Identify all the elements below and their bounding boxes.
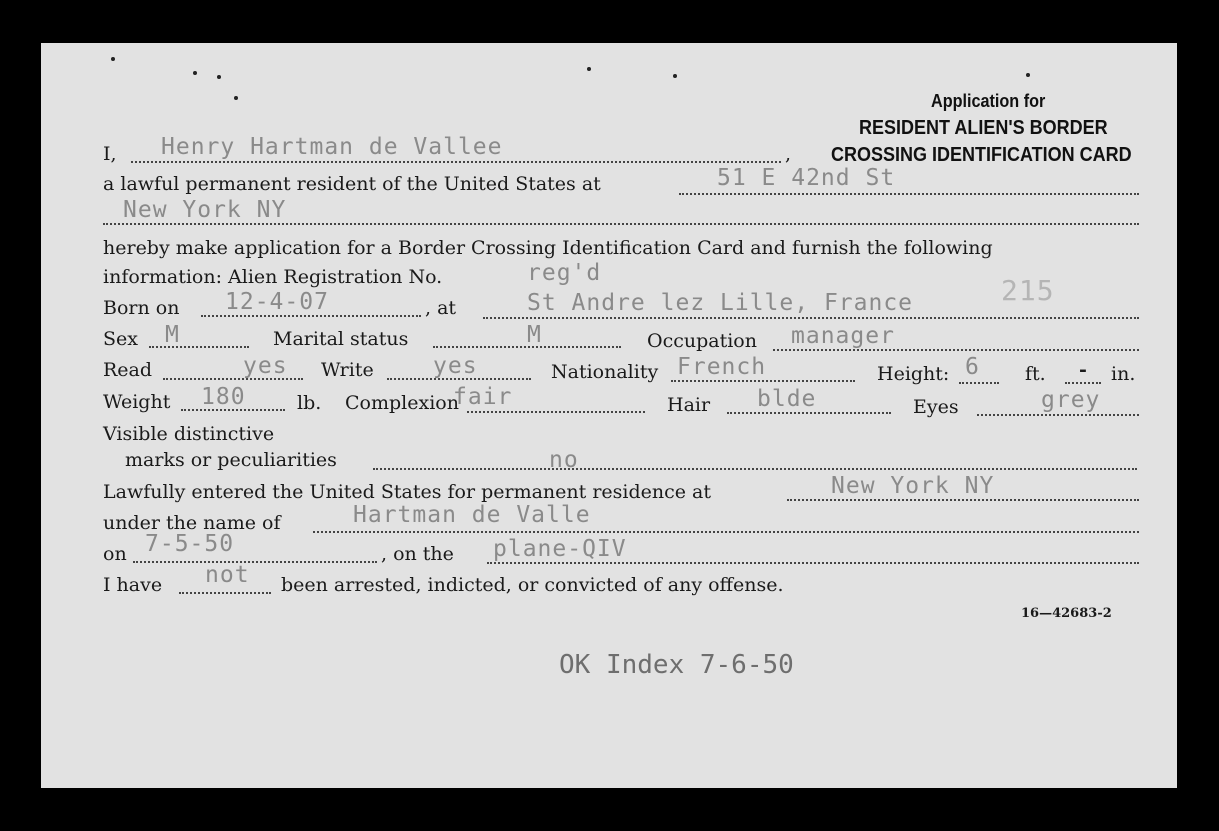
height-ft-label: ft.	[1025, 363, 1046, 385]
visible-marks-label: Visible distinctive	[103, 423, 275, 445]
weight-unit-label: lb.	[297, 392, 322, 414]
application-card	[41, 43, 1177, 788]
complexion-line	[467, 411, 645, 413]
address-value-1: 51 E 42nd St	[717, 165, 896, 191]
height-in-label: in.	[1111, 363, 1136, 385]
marks-peculiarities-label: marks or peculiarities	[125, 449, 337, 471]
write-value: yes	[433, 353, 478, 379]
ink-speck	[111, 57, 115, 61]
entry-port-label: Lawfully entered the United States for permanent residence at	[103, 481, 712, 503]
read-label: Read	[103, 359, 153, 381]
index-annotation: OK Index 7-6-50	[559, 650, 794, 680]
entry-name-line	[313, 531, 1139, 533]
height-label: Height:	[877, 363, 950, 385]
ink-speck	[193, 71, 197, 75]
occupation-label: Occupation	[647, 330, 757, 352]
lawful-resident-label: a lawful permanent resident of the United States at	[103, 173, 601, 195]
marks-value: no	[549, 447, 579, 473]
hair-line	[727, 412, 891, 414]
nationality-value: French	[677, 354, 767, 380]
weight-value: 180	[201, 384, 246, 410]
name-prefix-label: I,	[103, 143, 117, 165]
complexion-value: fair	[453, 384, 513, 410]
marks-line	[373, 468, 1137, 470]
eyes-value: grey	[1041, 387, 1101, 413]
occupation-line	[773, 349, 1139, 351]
name-comma: ,	[785, 143, 792, 165]
marital-status-label: Marital status	[273, 328, 409, 350]
ink-speck	[587, 67, 591, 71]
height-ft-line	[959, 382, 999, 384]
hereby-label: hereby make application for a Border Crossing Identification Card and furnish the following	[103, 237, 993, 259]
entry-port-line	[787, 499, 1139, 501]
header-line-1: Application for	[931, 91, 1046, 111]
address-line-1	[679, 193, 1139, 195]
birthplace-line	[483, 317, 1139, 319]
ink-speck	[673, 74, 677, 78]
height-ft-value: 6	[965, 354, 980, 380]
eyes-line	[977, 414, 1139, 416]
arrested-prefix-label: I have	[103, 574, 163, 596]
read-value: yes	[243, 353, 288, 379]
conveyance-value: plane-QIV	[493, 536, 627, 562]
ink-speck	[1026, 73, 1030, 77]
address-line-2	[103, 223, 1139, 225]
arrested-value: not	[205, 562, 250, 588]
height-in-value: -	[1079, 359, 1087, 381]
entry-name-label: under the name of	[103, 512, 281, 534]
hair-label: Hair	[667, 394, 711, 416]
form-number: 16—42683-2	[1021, 606, 1112, 621]
marital-status-value: M	[527, 322, 542, 348]
conveyance-line	[487, 562, 1139, 564]
birthplace-value: St Andre lez Lille, France	[527, 290, 914, 316]
write-label: Write	[321, 359, 374, 381]
ink-speck	[234, 96, 238, 100]
eyes-label: Eyes	[913, 396, 959, 418]
complexion-label: Complexion	[345, 392, 459, 414]
entry-date-line	[133, 561, 377, 563]
born-date-value: 12-4-07	[225, 289, 329, 315]
conveyance-label: , on the	[381, 543, 454, 565]
entry-date-value: 7-5-50	[145, 531, 235, 557]
name-value: Henry Hartman de Vallee	[161, 134, 503, 160]
arrested-line	[179, 592, 271, 594]
entry-date-label: on	[103, 543, 127, 565]
registration-label: information: Alien Registration No.	[103, 266, 443, 288]
born-label: Born on	[103, 297, 180, 319]
margin-number: 215	[1001, 274, 1055, 307]
nationality-label: Nationality	[551, 361, 659, 383]
sex-label: Sex	[103, 328, 138, 350]
occupation-value: manager	[791, 323, 895, 349]
name-line	[131, 161, 781, 163]
weight-label: Weight	[103, 391, 171, 413]
sex-line	[149, 346, 249, 348]
sex-value: M	[165, 322, 180, 348]
height-in-line	[1065, 382, 1101, 384]
hair-value: blde	[757, 386, 817, 412]
born-date-line	[201, 315, 421, 317]
address-value-2: New York NY	[123, 197, 287, 223]
entry-name-value: Hartman de Valle	[353, 502, 591, 528]
entry-port-value: New York NY	[831, 473, 995, 499]
arrested-statement-label: been arrested, indicted, or convicted of any offense.	[281, 574, 784, 596]
birthplace-at-label: , at	[425, 297, 457, 319]
ink-speck	[217, 75, 221, 79]
header-line-2: RESIDENT ALIEN'S BORDER	[859, 117, 1108, 139]
header-line-3: CROSSING IDENTIFICATION CARD	[831, 144, 1132, 166]
registration-value: reg'd	[527, 260, 602, 286]
nationality-line	[671, 380, 855, 382]
